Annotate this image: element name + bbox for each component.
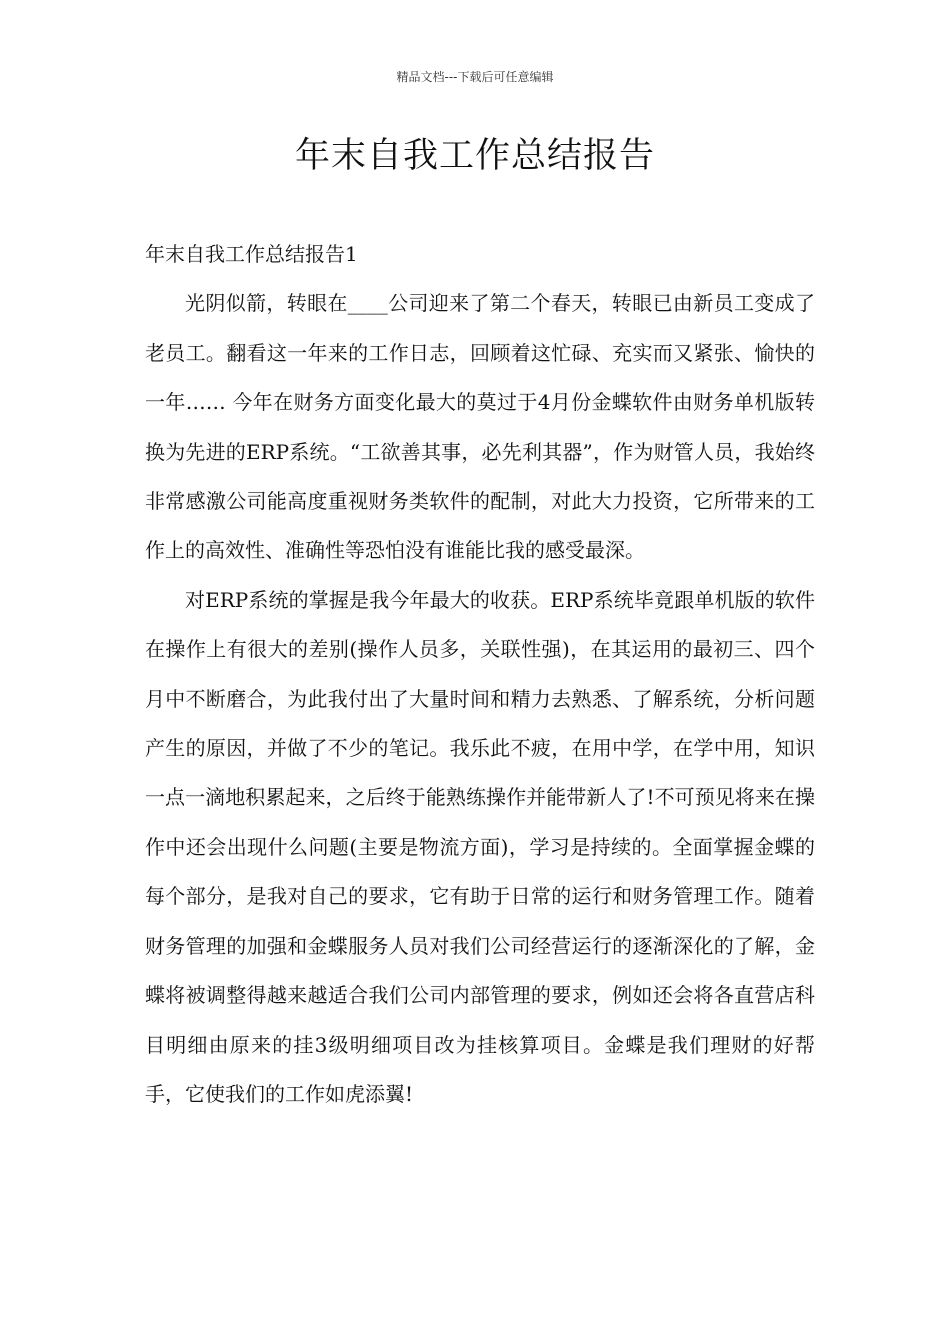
paragraph-1: 光阴似箭，转眼在____公司迎来了第二个春天，转眼已由新员工变成了老员工。翻看这一年来的工作日志，回顾着这忙碌、充实而又紧张、愉快的一年…… 今年在财务方面变化最大的莫过于4月份金蝶软件由财务单机版转换为先进的ERP系统。“工欲善其事，必先利其器”，作为财管人员，我始终非常感激公司能高度重视财务类软件的配制，对此大力投资，它所带来的工作上的高效性、准确性等恐怕没有谁能比我的感受最深。 [145, 291, 815, 563]
document-body [145, 230, 815, 1119]
section-heading: 年末自我工作总结报告1 [145, 242, 358, 266]
document-title: 年末自我工作总结报告 [294, 136, 655, 176]
header-note: 精品文档---下载后可任意编辑 [396, 70, 554, 84]
paragraph-2: 对ERP系统的掌握是我今年最大的收获。ERP系统毕竟跟单机版的软件在操作上有很大的差别(操作人员多，关联性强)，在其运用的最初三、四个月中不断磨合，为此我付出了大量时间和精力去熟悉、了解系统，分析问题产生的原因，并做了不少的笔记。我乐此不疲，在用中学，在学中用，知识一点一滴地积累起来，之后终于能熟练操作并能带新人了!不可预见将来在操作中还会出现什么问题(主要是物流方面)，学习是持续的。全面掌握金蝶的每个部分，是我对自己的要求，它有助于日常的运行和财务管理工作。随着财务管理的加强和金蝶服务人员对我们公司经营运行的逐渐深化的了解，金蝶将被调整得越来越适合我们公司内部管理的要求，例如还会将各直营店科目明细由原来的挂3级明细项目改为挂核算项目。金蝶是我们理财的好帮手，它使我们的工作如虎添翼! [145, 587, 815, 1106]
